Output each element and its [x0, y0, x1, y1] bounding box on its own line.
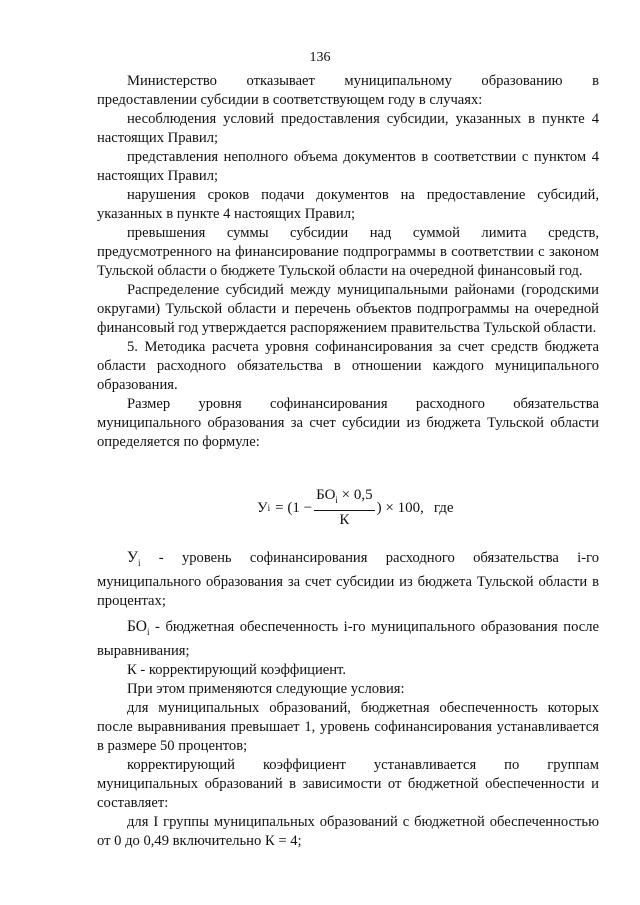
formula-fraction [314, 487, 375, 529]
paragraph: представления неполного объема документов в соответствии с пунктом 4 настоящих Правил; [97, 149, 599, 184]
u-sub: i [137, 557, 141, 568]
bo-symbol: БО [127, 617, 147, 635]
definition-bo [97, 617, 599, 661]
bo-sub: i [147, 626, 150, 637]
formula-tail: ) × 100, [376, 499, 424, 516]
paragraph: для муниципальных образований, бюджетная обеспеченность которых после выравнивания превышает 1, уровень софинансирования устанавливается в размере 50 процентов; [97, 699, 599, 754]
numerator-sub: i [335, 495, 338, 505]
formula [257, 488, 454, 528]
formula-where: где [433, 499, 454, 516]
paragraph: превышения суммы субсидии над суммой лимита средств, предусмотренного на финансирование подпрограммы в соответствии с законом Тульской области о бюджете Тульской области на очередной финансовый год. [97, 225, 599, 279]
paragraph: Размер уровня софинансирования расходного обязательства муниципального образования за счет субсидии из бюджета Тульской области определяется по формуле: [97, 396, 599, 450]
formula-eq-open: = (1 − [275, 499, 313, 516]
formula-lhs-sub: i [267, 502, 271, 513]
paragraph: 5. Методика расчета уровня софинансирования за счет средств бюджета области расходного обязательства в отношении каждого муниципального образования. [97, 339, 599, 393]
fraction-numerator [314, 487, 375, 511]
paragraph: Министерство отказывает муниципальному образованию в предоставлении субсидии в соответствующем году в случаях: [97, 73, 599, 108]
page-number: 136 [309, 50, 331, 65]
definition-u [97, 548, 599, 611]
paragraph: нарушения сроков подачи документов на предоставление субсидий, указанных в пункте 4 настоящих Правил; [97, 187, 599, 222]
u-text: - уровень софинансирования расходного обязательства i-го муниципального образования за счет субсидии из бюджета Тульской области в процентах; [97, 550, 599, 609]
bo-text: - бюджетная обеспеченность i-го муниципального образования после выравнивания; [97, 618, 599, 659]
paragraph: корректирующий коэффициент устанавливается по группам муниципальных образований в зависимости от бюджетной обеспеченности и составляет: [97, 756, 599, 811]
formula-block [97, 452, 599, 548]
numerator-rest: × 0,5 [341, 487, 373, 503]
document-body [97, 72, 599, 851]
fraction-denominator: К [339, 512, 350, 528]
u-symbol: У [127, 549, 138, 566]
paragraph: При этом применяются следующие условия: [127, 680, 405, 697]
paragraph: несоблюдения условий предоставления субсидии, указанных в пункте 4 настоящих Правил; [97, 111, 599, 146]
paragraph: К - корректирующий коэффициент. [127, 661, 346, 678]
numerator-symbol: БО [316, 487, 336, 503]
paragraph: для I группы муниципальных образований с бюджетной обеспеченностью от 0 до 0,49 включительно К = 4; [97, 813, 599, 849]
paragraph: Распределение субсидий между муниципальными районами (городскими округами) Тульской области и перечень объектов подпрограммы на очередной финансовый год утверждается распоряжением правительства Тульской области. [97, 282, 599, 336]
formula-lhs: У [257, 499, 268, 516]
